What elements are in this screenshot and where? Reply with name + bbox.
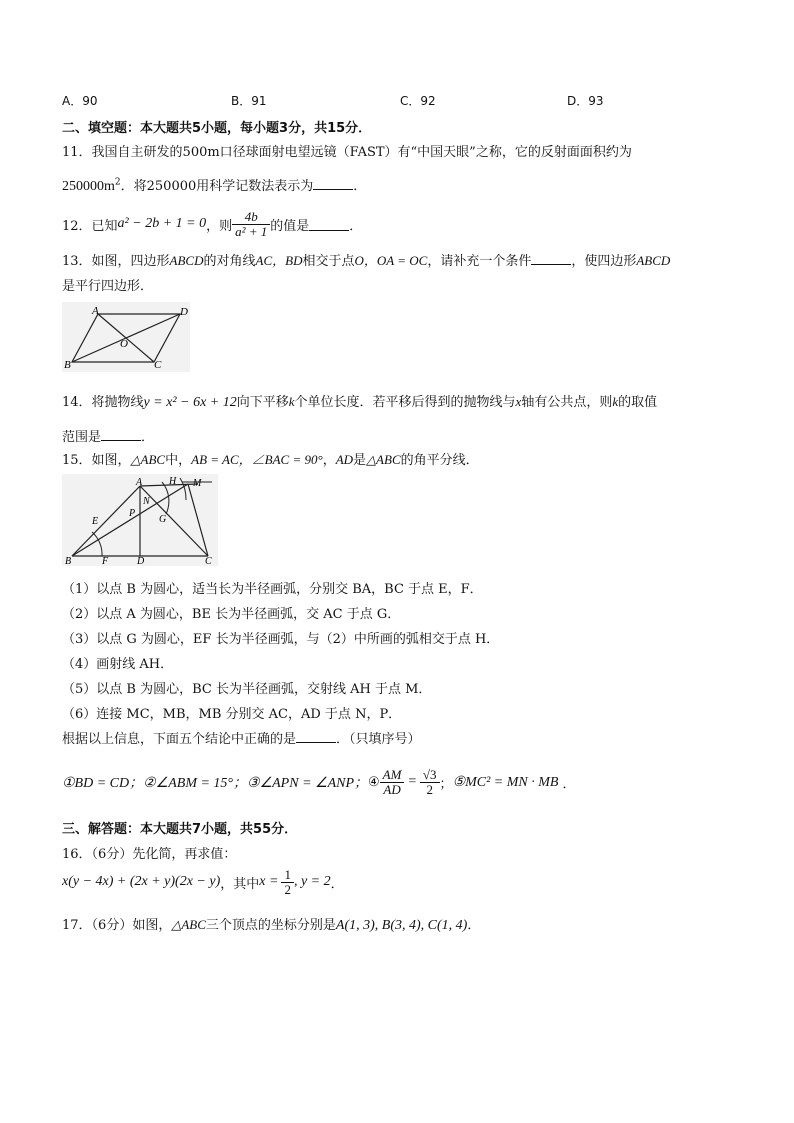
fig13-label-c: C [154,359,162,371]
fig13-label-o: O [120,338,128,350]
fraction-am-ad: $\frac{AM}{AD}$ [380,768,405,797]
question-12: 12．已知 a² − 2b + 1 = 0 ，则 $\frac{4b}{\text{a² + 1}}$ 的值是 ． [62,208,363,239]
fraction-12: $\frac{4b}{\text{a² + 1}}$ [232,210,270,239]
fig15-label-h: H [169,476,177,487]
answer-blank-13 [531,252,571,265]
conclusions-row: ①BD = CD； ②∠ABM = 15°； ③∠APN = ∠ANP； ④ $\frac{AM}{AD}$ = $\frac{√3}{2}$ ； ⑤MC² = MN · MB ． [62,766,576,797]
question-17: 17．（6分）如图，△ABC三个顶点的坐标分别是A(1, 3), B(3, 4), C(1, 4)． [62,917,481,933]
fig13-label-d: D [180,306,188,318]
question-15-ask: 根据以上信息，下面五个结论中正确的是 ．（只填序号） [62,732,421,747]
figure-13-parallelogram [62,302,190,372]
fig15-label-b: B [65,556,72,566]
fig15-label-e: E [92,516,99,527]
question-14-line1: 14．将抛物线y = x² − 6x + 12向下平移k个单位长度．若平移后得到的抛物线与x轴有公共点，则k的取值 [62,394,658,410]
question-13-line2: 是平行四边形． [62,279,154,294]
step-5: （5）以点 B 为圆心，BC 长为半径画弧，交射线 AH 于点 M． [62,682,432,697]
section-3-title: 三、解答题：本大题共7小题，共55分． [62,822,298,837]
step-6: （6）连接 MC，MB，MB 分别交 AC，AD 于点 N，P． [62,707,402,722]
fig13-label-a: A [92,305,99,317]
step-4: （4）画射线 AH． [62,657,174,672]
answer-blank-15 [296,730,336,743]
fig15-label-m: M [193,478,202,489]
fig15-label-g: G [159,514,167,525]
fraction-root3-2: $\frac{√3}{2}$ [420,768,440,797]
question-15: 15．如图，△ABC中，AB = AC，∠BAC = 90°，AD是△ABC的角平分线． [62,452,479,468]
step-1: （1）以点 B 为圆心，适当长为半径画弧，分别交 BA，BC 于点 E，F． [62,582,483,597]
question-11-line2: $250000m^2$．将250000用科学记数法表示为 ． [62,177,367,194]
answer-blank-11 [313,177,353,190]
fig15-label-c: C [205,556,212,566]
fraction-x: $\frac{1}{2}$ [281,868,294,897]
step-3: （3）以点 G 为圆心，EF 长为半径画弧，与（2）中所画的弧相交于点 H． [62,632,500,647]
fig15-label-a: A [136,477,143,488]
fig15-label-d: D [137,556,145,566]
fig15-label-f: F [102,556,109,566]
question-16-line2: x(y − 4x) + (2x + y)(2x − y) ，其中 x = $\frac{1}{2}$ , y = 2 ． [62,866,344,897]
section-2-title: 二、填空题：本大题共5小题，每小题3分，共15分． [62,121,372,136]
question-13-line1: 13．如图，四边形ABCD的对角线AC，BD相交于点O，OA = OC，请补充一个条件 ，使四边形ABCD [62,253,671,269]
figure-15-triangle [62,474,218,566]
fig13-label-b: B [64,359,71,371]
choice-d: D．93 [567,94,604,108]
fig15-label-n: N [143,496,150,507]
choice-c: C．92 [400,94,436,108]
answer-blank-14 [101,428,141,441]
question-14-line2: 范围是 ． [62,430,155,445]
question-16-line1: 16．（6分）先化简，再求值： [62,847,237,862]
step-2: （2）以点 A 为圆心，BE 长为半径画弧，交 AC 于点 G． [62,607,401,622]
fig15-label-p: P [129,508,136,519]
answer-blank-12 [309,218,349,231]
choice-b: B．91 [231,94,267,108]
choice-a: A．90 [62,94,98,108]
question-11-line1: 11．我国自主研发的500m口径球面射电望远镜（FAST）有“中国天眼”之称，它的反射面面积约为 [62,145,632,160]
